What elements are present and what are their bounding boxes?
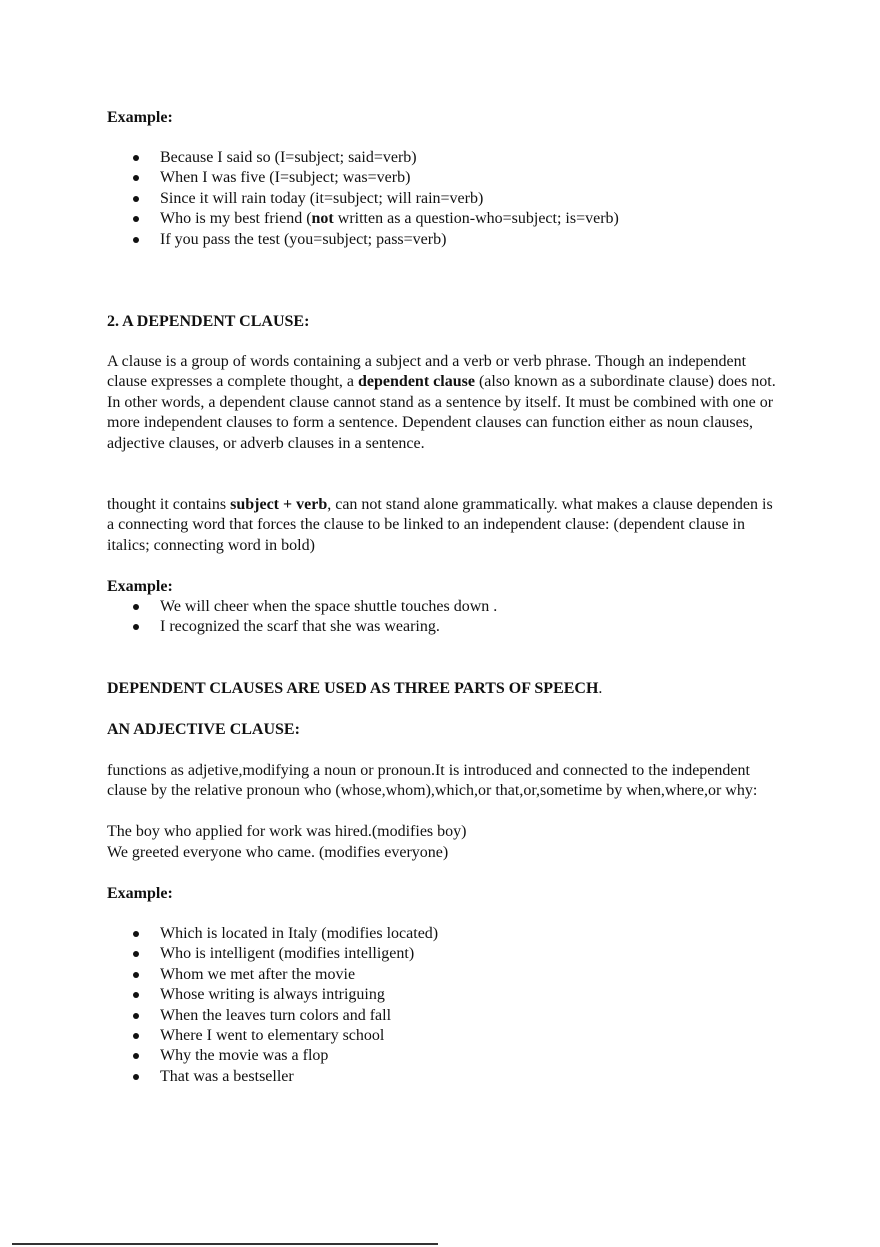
- bullet-icon: [133, 604, 139, 610]
- bullet-icon: [133, 1053, 139, 1059]
- bullet-icon: [133, 175, 139, 181]
- list-item: Why the movie was a flop: [107, 1046, 787, 1066]
- list-item: Who is my best friend (not written as a question-who=subject; is=verb): [107, 209, 787, 229]
- bullet-icon: [133, 196, 139, 202]
- list-item: That was a bestseller: [107, 1067, 787, 1087]
- paragraph: A clause is a group of words containing a subject and a verb or verb phrase. Though an independent clause expresses a complete thought, a dependent clause (also known as a subordinate clause) does not. In other words, a dependent clause cannot stand as a sentence by itself. It must be combined with one or more independent clauses to form a sentence. Dependent clauses can function either as noun clauses, adjective clauses, or adverb clauses in a sentence.: [107, 353, 776, 452]
- list-item: If you pass the test (you=subject; pass=verb): [107, 230, 787, 250]
- list-item: Which is located in Italy (modifies located): [107, 924, 787, 944]
- example-heading: Example:: [107, 578, 173, 595]
- example-heading: Example:: [107, 109, 173, 126]
- bullet-icon: [133, 992, 139, 998]
- list-item: Because I said so (I=subject; said=verb): [107, 148, 787, 168]
- bullet-icon: [133, 624, 139, 630]
- list-item: We will cheer when the space shuttle touches down .: [107, 597, 787, 617]
- footnote-divider: [12, 1243, 438, 1245]
- example-heading: Example:: [107, 885, 173, 902]
- bullet-icon: [133, 931, 139, 937]
- paragraph: thought it contains subject + verb, can not stand alone grammatically. what makes a clause dependen is a connecting word that forces the clause to be linked to an independent clause: (dependent clause in italics; connecting word in bold): [107, 496, 773, 554]
- bullet-icon: [133, 972, 139, 978]
- paragraph: functions as adjetive,modifying a noun or pronoun.It is introduced and connected to the independent clause by the relative pronoun who (whose,whom),which,or that,or,sometime by when,where,or why:: [107, 762, 758, 800]
- example-sentence: We greeted everyone who came. (modifies everyone): [107, 844, 449, 861]
- bullet-icon: [133, 1013, 139, 1019]
- example-list: [107, 148, 787, 250]
- bullet-icon: [133, 237, 139, 243]
- section-heading: DEPENDENT CLAUSES ARE USED AS THREE PARTS OF SPEECH.: [107, 680, 603, 697]
- example-sentence: The boy who applied for work was hired.(modifies boy): [107, 823, 467, 840]
- section-heading: 2. A DEPENDENT CLAUSE:: [107, 313, 310, 330]
- bullet-icon: [133, 216, 139, 222]
- list-item: I recognized the scarf that she was wearing.: [107, 617, 787, 637]
- list-item: Whose writing is always intriguing: [107, 985, 787, 1005]
- example-list: [107, 597, 787, 638]
- list-item: Since it will rain today (it=subject; will rain=verb): [107, 189, 787, 209]
- list-item: Where I went to elementary school: [107, 1026, 787, 1046]
- bullet-icon: [133, 951, 139, 957]
- bullet-icon: [133, 1033, 139, 1039]
- list-item: When I was five (I=subject; was=verb): [107, 168, 787, 188]
- list-item: When the leaves turn colors and fall: [107, 1006, 787, 1026]
- bullet-icon: [133, 155, 139, 161]
- subsection-heading: AN ADJECTIVE CLAUSE:: [107, 721, 300, 738]
- list-item: Who is intelligent (modifies intelligent): [107, 944, 787, 964]
- list-item: Whom we met after the movie: [107, 965, 787, 985]
- example-list: [107, 924, 787, 1087]
- bullet-icon: [133, 1074, 139, 1080]
